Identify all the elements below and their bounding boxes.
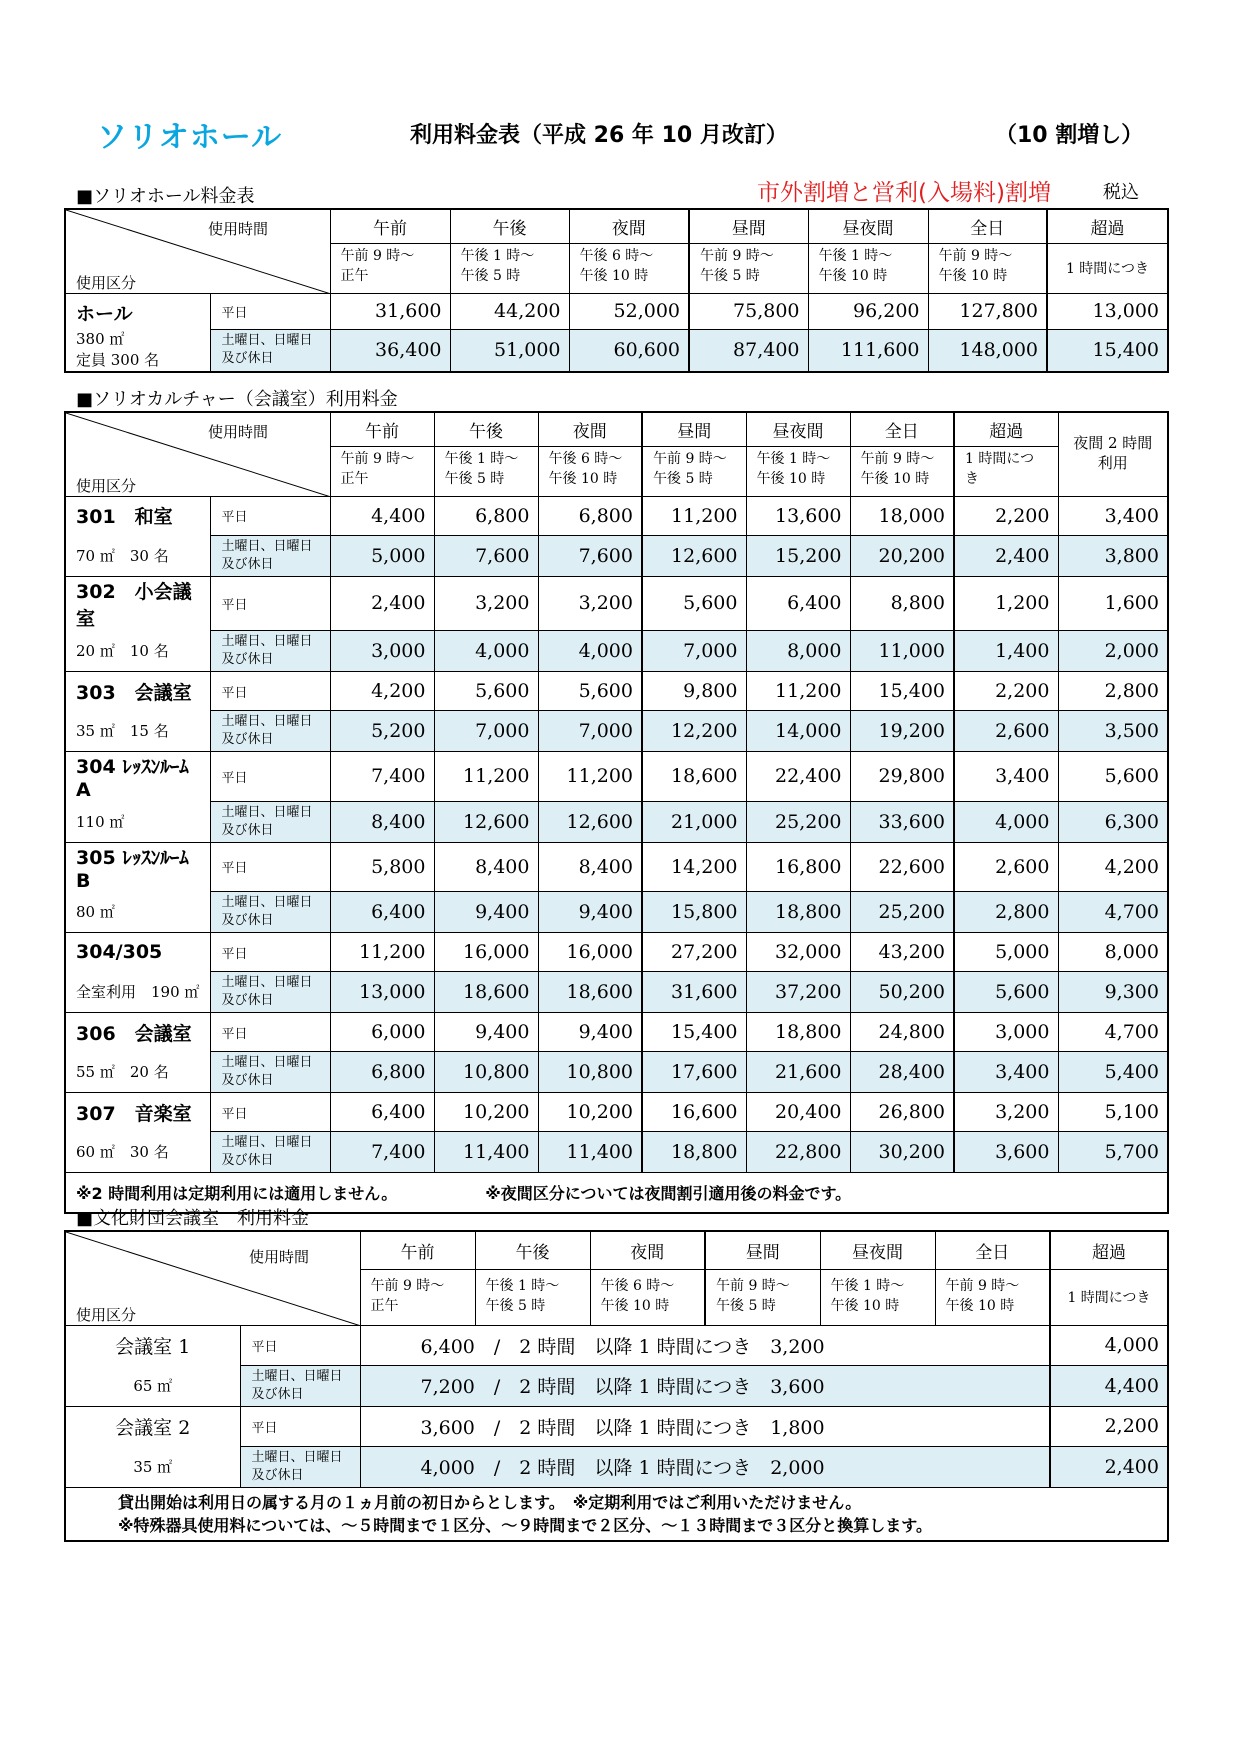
table-row bbox=[65, 1325, 1168, 1365]
table-row bbox=[65, 1132, 1168, 1173]
price-cell: 2,400 bbox=[954, 535, 1058, 576]
col-header: 全日 bbox=[928, 209, 1047, 243]
table-row bbox=[65, 892, 1168, 933]
col-header: 夜間 bbox=[538, 412, 642, 446]
price-cell: 11,200 bbox=[434, 752, 538, 802]
price-cell: 6,800 bbox=[538, 496, 642, 535]
price-cell: 5,400 bbox=[1058, 1052, 1168, 1093]
price-cell: 12,600 bbox=[538, 801, 642, 842]
price-cell: 3,200 bbox=[538, 576, 642, 631]
col-subheader: 午後 1 時～ 午後 5 時 bbox=[434, 446, 538, 496]
col-header: 全日 bbox=[935, 1231, 1050, 1269]
room-name: 会議室 2 bbox=[65, 1406, 240, 1446]
price-cell: 4,000 / 2 時間 以降 1 時間につき 2,000 bbox=[360, 1446, 1050, 1487]
price-cell: 3,600 bbox=[954, 1132, 1058, 1173]
table-row bbox=[65, 711, 1168, 752]
price-cell: 5,000 bbox=[330, 535, 434, 576]
price-cell: 2,400 bbox=[1050, 1446, 1168, 1487]
price-cell: 17,600 bbox=[642, 1052, 746, 1093]
day-type: 平日 bbox=[210, 1013, 330, 1052]
day-type: 土曜日、日曜日 及び休日 bbox=[210, 1132, 330, 1173]
table-row bbox=[65, 329, 1168, 372]
corner-time-label: 使用時間 bbox=[249, 1248, 310, 1266]
price-cell: 14,200 bbox=[642, 842, 746, 892]
price-cell: 4,200 bbox=[330, 672, 434, 711]
price-cell: 5,700 bbox=[1058, 1132, 1168, 1173]
culture-table bbox=[64, 411, 1169, 1214]
col-header: 昼夜間 bbox=[808, 209, 928, 243]
corner-cell bbox=[65, 412, 330, 496]
price-cell: 14,000 bbox=[746, 711, 850, 752]
price-cell: 15,400 bbox=[642, 1013, 746, 1052]
price-cell: 50,200 bbox=[850, 972, 954, 1013]
price-cell: 18,800 bbox=[746, 892, 850, 933]
col-header: 超過 bbox=[954, 412, 1058, 446]
price-cell: 22,400 bbox=[746, 752, 850, 802]
table-row bbox=[65, 752, 1168, 802]
price-cell: 15,400 bbox=[850, 672, 954, 711]
bunka-note-line-1: 貸出開始は利用日の属する月の１ヵ月前の初日からとします。 ※定期利用ではご利用いただけません。 bbox=[118, 1492, 862, 1512]
price-cell: 96,200 bbox=[808, 293, 928, 329]
price-cell: 3,600 / 2 時間 以降 1 時間につき 1,800 bbox=[360, 1406, 1050, 1446]
price-cell: 11,400 bbox=[434, 1132, 538, 1173]
col-header: 午後 bbox=[434, 412, 538, 446]
price-cell: 44,200 bbox=[450, 293, 569, 329]
day-type: 平日 bbox=[210, 1093, 330, 1132]
price-cell: 9,300 bbox=[1058, 972, 1168, 1013]
day-type: 平日 bbox=[240, 1325, 360, 1365]
price-cell: 4,700 bbox=[1058, 892, 1168, 933]
col-header: 午前 bbox=[330, 412, 434, 446]
price-cell: 5,100 bbox=[1058, 1093, 1168, 1132]
price-cell: 33,600 bbox=[850, 801, 954, 842]
room-name: 304/305 bbox=[65, 933, 210, 972]
col-subheader: 1 時間につき bbox=[1050, 1269, 1168, 1325]
col-subheader: 午前 9 時～ 午後 10 時 bbox=[935, 1269, 1050, 1325]
price-cell: 15,200 bbox=[746, 535, 850, 576]
price-cell: 6,400 bbox=[330, 892, 434, 933]
day-type: 平日 bbox=[210, 293, 330, 329]
col-subheader: 午前 9 時～ 午後 10 時 bbox=[928, 243, 1047, 293]
room-capacity: 20 ㎡ 10 名 bbox=[65, 631, 210, 672]
price-cell: 5,600 bbox=[434, 672, 538, 711]
price-cell: 5,000 bbox=[954, 933, 1058, 972]
price-cell: 5,600 bbox=[954, 972, 1058, 1013]
price-cell: 20,400 bbox=[746, 1093, 850, 1132]
price-cell: 31,600 bbox=[330, 293, 450, 329]
corner-time-label: 使用時間 bbox=[208, 423, 269, 441]
day-type: 平日 bbox=[210, 672, 330, 711]
price-cell: 36,400 bbox=[330, 329, 450, 372]
corner-cell bbox=[65, 1231, 360, 1325]
col-subheader: 午前 9 時～ 正午 bbox=[330, 243, 450, 293]
room-capacity: 35 ㎡ bbox=[65, 1446, 240, 1487]
table-row bbox=[65, 1365, 1168, 1406]
table-row bbox=[65, 672, 1168, 711]
table-row bbox=[65, 293, 1168, 329]
price-cell: 9,800 bbox=[642, 672, 746, 711]
col-header: 全日 bbox=[850, 412, 954, 446]
price-cell: 2,400 bbox=[330, 576, 434, 631]
price-cell: 11,200 bbox=[330, 933, 434, 972]
price-cell: 22,800 bbox=[746, 1132, 850, 1173]
price-cell: 5,600 bbox=[538, 672, 642, 711]
price-cell: 87,400 bbox=[689, 329, 808, 372]
section-title-bunka: ■文化財団会議室 利用料金 bbox=[76, 1208, 310, 1229]
price-cell: 11,400 bbox=[538, 1132, 642, 1173]
price-cell: 12,600 bbox=[642, 535, 746, 576]
room-name: 303 会議室 bbox=[65, 672, 210, 711]
col-subheader: 午後 6 時～ 午後 10 時 bbox=[590, 1269, 705, 1325]
room-capacity: 65 ㎡ bbox=[65, 1365, 240, 1406]
price-cell: 127,800 bbox=[928, 293, 1047, 329]
price-cell: 4,000 bbox=[434, 631, 538, 672]
col-header: 昼夜間 bbox=[820, 1231, 935, 1269]
col-subheader: 午前 9 時～ 午後 5 時 bbox=[705, 1269, 820, 1325]
room-name: 会議室 1 bbox=[65, 1325, 240, 1365]
col-subheader: 午後 1 時～ 午後 10 時 bbox=[820, 1269, 935, 1325]
price-cell: 12,200 bbox=[642, 711, 746, 752]
price-cell: 1,600 bbox=[1058, 576, 1168, 631]
table-row bbox=[65, 1052, 1168, 1093]
price-cell: 18,000 bbox=[850, 496, 954, 535]
price-cell: 7,600 bbox=[434, 535, 538, 576]
price-cell: 2,200 bbox=[954, 672, 1058, 711]
price-cell: 2,200 bbox=[1050, 1406, 1168, 1446]
price-cell: 51,000 bbox=[450, 329, 569, 372]
col-subheader: 午前 9 時～ 午後 5 時 bbox=[689, 243, 808, 293]
price-cell: 4,200 bbox=[1058, 842, 1168, 892]
col-header: 夜間 bbox=[569, 209, 689, 243]
room-capacity: 35 ㎡ 15 名 bbox=[65, 711, 210, 752]
price-cell: 8,400 bbox=[538, 842, 642, 892]
price-cell: 15,800 bbox=[642, 892, 746, 933]
price-cell: 11,200 bbox=[746, 672, 850, 711]
price-cell: 9,400 bbox=[434, 1013, 538, 1052]
price-cell: 18,600 bbox=[538, 972, 642, 1013]
room-name: 305 ﾚｯｽﾝﾙｰﾑ B bbox=[65, 842, 210, 892]
room-name: 304 ﾚｯｽﾝﾙｰﾑ A bbox=[65, 752, 210, 802]
price-cell: 8,800 bbox=[850, 576, 954, 631]
price-cell: 22,600 bbox=[850, 842, 954, 892]
price-cell: 6,800 bbox=[330, 1052, 434, 1093]
col-subheader: 午後 1 時～ 午後 5 時 bbox=[450, 243, 569, 293]
price-cell: 2,800 bbox=[1058, 672, 1168, 711]
price-cell: 28,400 bbox=[850, 1052, 954, 1093]
col-subheader: 午前 9 時～ 午後 10 時 bbox=[850, 446, 954, 496]
bunka-table bbox=[64, 1230, 1169, 1542]
price-cell: 11,000 bbox=[850, 631, 954, 672]
col-header: 超過 bbox=[1047, 209, 1168, 243]
price-cell: 3,200 bbox=[954, 1093, 1058, 1132]
room-capacity: 全室利用 190 ㎡ bbox=[65, 972, 210, 1013]
price-cell: 24,800 bbox=[850, 1013, 954, 1052]
day-type: 平日 bbox=[240, 1406, 360, 1446]
price-cell: 10,800 bbox=[434, 1052, 538, 1093]
col-header: 午前 bbox=[330, 209, 450, 243]
col-subheader: 午後 1 時～ 午後 10 時 bbox=[746, 446, 850, 496]
price-cell: 4,000 bbox=[538, 631, 642, 672]
room-capacity: 55 ㎡ 20 名 bbox=[65, 1052, 210, 1093]
day-type: 土曜日、日曜日 及び休日 bbox=[210, 892, 330, 933]
col-subheader: 1 時間につき bbox=[1047, 243, 1168, 293]
price-cell: 3,200 bbox=[434, 576, 538, 631]
corner-category-label: 使用区分 bbox=[76, 477, 137, 495]
day-type: 土曜日、日曜日 及び休日 bbox=[210, 1052, 330, 1093]
day-type: 平日 bbox=[210, 933, 330, 972]
price-cell: 16,000 bbox=[538, 933, 642, 972]
price-cell: 6,000 bbox=[330, 1013, 434, 1052]
price-cell: 3,000 bbox=[330, 631, 434, 672]
price-cell: 2,000 bbox=[1058, 631, 1168, 672]
col-subheader: 午前 9 時～ 正午 bbox=[330, 446, 434, 496]
price-cell: 12,600 bbox=[434, 801, 538, 842]
price-cell: 25,200 bbox=[850, 892, 954, 933]
table-row bbox=[65, 535, 1168, 576]
price-cell: 26,800 bbox=[850, 1093, 954, 1132]
price-cell: 30,200 bbox=[850, 1132, 954, 1173]
day-type: 平日 bbox=[210, 752, 330, 802]
price-cell: 6,800 bbox=[434, 496, 538, 535]
price-cell: 2,600 bbox=[954, 842, 1058, 892]
price-cell: 5,600 bbox=[642, 576, 746, 631]
price-cell: 111,600 bbox=[808, 329, 928, 372]
section-title-culture: ■ソリオカルチャー（会議室）利用料金 bbox=[76, 389, 398, 410]
room-name: ホール bbox=[65, 293, 210, 329]
room-capacity: 380 ㎡ 定員 300 名 bbox=[65, 329, 210, 372]
price-cell: 19,200 bbox=[850, 711, 954, 752]
room-name: 307 音楽室 bbox=[65, 1093, 210, 1132]
price-cell: 7,400 bbox=[330, 752, 434, 802]
price-cell: 4,000 bbox=[954, 801, 1058, 842]
price-cell: 6,400 bbox=[746, 576, 850, 631]
price-cell: 10,800 bbox=[538, 1052, 642, 1093]
table-row bbox=[65, 972, 1168, 1013]
price-cell: 4,400 bbox=[1050, 1365, 1168, 1406]
table-row bbox=[65, 631, 1168, 672]
table-row bbox=[65, 801, 1168, 842]
price-cell: 13,600 bbox=[746, 496, 850, 535]
price-cell: 16,000 bbox=[434, 933, 538, 972]
price-cell: 9,400 bbox=[538, 892, 642, 933]
col-header: 昼間 bbox=[689, 209, 808, 243]
price-cell: 148,000 bbox=[928, 329, 1047, 372]
price-cell: 10,200 bbox=[434, 1093, 538, 1132]
surcharge-note: 市外割増と営利(入場料)割増 bbox=[757, 180, 1051, 206]
price-cell: 21,000 bbox=[642, 801, 746, 842]
bunka-note-line-2: ※特殊器具使用料については、～５時間まで１区分、～９時間まで２区分、～１３時間まで３区分と換算します。 bbox=[118, 1515, 932, 1535]
price-cell: 16,800 bbox=[746, 842, 850, 892]
price-cell: 2,600 bbox=[954, 711, 1058, 752]
surcharge-label: （10 割増し） bbox=[995, 123, 1144, 148]
price-cell: 7,000 bbox=[434, 711, 538, 752]
day-type: 土曜日、日曜日 及び休日 bbox=[210, 631, 330, 672]
price-cell: 8,000 bbox=[1058, 933, 1168, 972]
room-capacity: 80 ㎡ bbox=[65, 892, 210, 933]
price-cell: 3,400 bbox=[1058, 496, 1168, 535]
price-cell: 7,200 / 2 時間 以降 1 時間につき 3,600 bbox=[360, 1365, 1050, 1406]
price-cell: 75,800 bbox=[689, 293, 808, 329]
price-cell: 8,400 bbox=[330, 801, 434, 842]
room-name: 306 会議室 bbox=[65, 1013, 210, 1052]
price-cell: 18,600 bbox=[642, 752, 746, 802]
day-type: 平日 bbox=[210, 496, 330, 535]
day-type: 土曜日、日曜日 及び休日 bbox=[210, 972, 330, 1013]
price-cell: 5,800 bbox=[330, 842, 434, 892]
col-header: 昼夜間 bbox=[746, 412, 850, 446]
hall-table bbox=[64, 208, 1169, 373]
price-cell: 13,000 bbox=[330, 972, 434, 1013]
col-header-two-hour: 夜間 2 時間 利用 bbox=[1058, 412, 1168, 496]
price-cell: 29,800 bbox=[850, 752, 954, 802]
col-header: 午後 bbox=[475, 1231, 590, 1269]
col-subheader: 午後 6 時～ 午後 10 時 bbox=[569, 243, 689, 293]
col-header: 午前 bbox=[360, 1231, 475, 1269]
price-cell: 4,400 bbox=[330, 496, 434, 535]
price-cell: 6,400 bbox=[330, 1093, 434, 1132]
bunka-note bbox=[65, 1487, 1168, 1541]
day-type: 土曜日、日曜日 及び休日 bbox=[210, 329, 330, 372]
col-header: 昼間 bbox=[705, 1231, 820, 1269]
price-cell: 37,200 bbox=[746, 972, 850, 1013]
table-row bbox=[65, 1406, 1168, 1446]
price-cell: 2,800 bbox=[954, 892, 1058, 933]
price-cell: 25,200 bbox=[746, 801, 850, 842]
price-cell: 8,400 bbox=[434, 842, 538, 892]
corner-cell bbox=[65, 209, 330, 293]
day-type: 土曜日、日曜日 及び休日 bbox=[240, 1446, 360, 1487]
table-row bbox=[65, 933, 1168, 972]
col-subheader: 午後 6 時～ 午後 10 時 bbox=[538, 446, 642, 496]
col-subheader: 午前 9 時～ 正午 bbox=[360, 1269, 475, 1325]
price-cell: 3,800 bbox=[1058, 535, 1168, 576]
corner-category-label: 使用区分 bbox=[76, 274, 137, 292]
price-cell: 7,000 bbox=[642, 631, 746, 672]
price-cell: 3,400 bbox=[954, 1052, 1058, 1093]
price-cell: 21,600 bbox=[746, 1052, 850, 1093]
col-subheader: 午後 1 時～ 午後 10 時 bbox=[808, 243, 928, 293]
price-cell: 27,200 bbox=[642, 933, 746, 972]
day-type: 土曜日、日曜日 及び休日 bbox=[210, 535, 330, 576]
price-cell: 6,400 / 2 時間 以降 1 時間につき 3,200 bbox=[360, 1325, 1050, 1365]
price-cell: 18,800 bbox=[642, 1132, 746, 1173]
price-cell: 9,400 bbox=[538, 1013, 642, 1052]
price-cell: 11,200 bbox=[538, 752, 642, 802]
col-subheader: 午前 9 時～ 午後 5 時 bbox=[642, 446, 746, 496]
price-cell: 3,400 bbox=[954, 752, 1058, 802]
price-cell: 13,000 bbox=[1047, 293, 1168, 329]
price-cell: 4,000 bbox=[1050, 1325, 1168, 1365]
price-cell: 8,000 bbox=[746, 631, 850, 672]
price-cell: 52,000 bbox=[569, 293, 689, 329]
price-cell: 9,400 bbox=[434, 892, 538, 933]
price-cell: 18,600 bbox=[434, 972, 538, 1013]
price-cell: 16,600 bbox=[642, 1093, 746, 1132]
table-row bbox=[65, 1446, 1168, 1487]
price-cell: 7,600 bbox=[538, 535, 642, 576]
price-cell: 4,700 bbox=[1058, 1013, 1168, 1052]
price-cell: 3,000 bbox=[954, 1013, 1058, 1052]
price-cell: 43,200 bbox=[850, 933, 954, 972]
table-row bbox=[65, 1013, 1168, 1052]
room-capacity: 110 ㎡ bbox=[65, 801, 210, 842]
price-cell: 3,500 bbox=[1058, 711, 1168, 752]
room-name: 301 和室 bbox=[65, 496, 210, 535]
room-capacity: 70 ㎡ 30 名 bbox=[65, 535, 210, 576]
col-subheader: 1 時間につ き bbox=[954, 446, 1058, 496]
day-type: 平日 bbox=[210, 576, 330, 631]
table-row bbox=[65, 496, 1168, 535]
price-cell: 5,200 bbox=[330, 711, 434, 752]
price-cell: 5,600 bbox=[1058, 752, 1168, 802]
price-cell: 11,200 bbox=[642, 496, 746, 535]
table-row bbox=[65, 576, 1168, 631]
day-type: 土曜日、日曜日 及び休日 bbox=[210, 801, 330, 842]
price-cell: 18,800 bbox=[746, 1013, 850, 1052]
page-title: 利用料金表（平成 26 年 10 月改訂） bbox=[410, 123, 788, 148]
col-header: 超過 bbox=[1050, 1231, 1168, 1269]
culture-note: ※2 時間利用は定期利用には適用しません。 ※夜間区分については夜間割引適用後の料金です。 bbox=[65, 1173, 1168, 1213]
room-capacity: 60 ㎡ 30 名 bbox=[65, 1132, 210, 1173]
col-header: 昼間 bbox=[642, 412, 746, 446]
col-header: 夜間 bbox=[590, 1231, 705, 1269]
price-cell: 1,400 bbox=[954, 631, 1058, 672]
day-type: 土曜日、日曜日 及び休日 bbox=[210, 711, 330, 752]
col-subheader: 午後 1 時～ 午後 5 時 bbox=[475, 1269, 590, 1325]
price-cell: 6,300 bbox=[1058, 801, 1168, 842]
corner-category-label: 使用区分 bbox=[76, 1306, 137, 1324]
price-cell: 20,200 bbox=[850, 535, 954, 576]
day-type: 平日 bbox=[210, 842, 330, 892]
tax-label: 税込 bbox=[1103, 182, 1139, 203]
price-cell: 2,200 bbox=[954, 496, 1058, 535]
section-title-hall: ■ソリオホール料金表 bbox=[76, 186, 255, 207]
logo: ソリオホール bbox=[97, 120, 283, 155]
price-cell: 60,600 bbox=[569, 329, 689, 372]
day-type: 土曜日、日曜日 及び休日 bbox=[240, 1365, 360, 1406]
price-cell: 7,000 bbox=[538, 711, 642, 752]
price-cell: 10,200 bbox=[538, 1093, 642, 1132]
corner-time-label: 使用時間 bbox=[208, 220, 269, 238]
table-row bbox=[65, 1093, 1168, 1132]
col-header: 午後 bbox=[450, 209, 569, 243]
price-cell: 15,400 bbox=[1047, 329, 1168, 372]
price-cell: 31,600 bbox=[642, 972, 746, 1013]
price-cell: 7,400 bbox=[330, 1132, 434, 1173]
price-cell: 32,000 bbox=[746, 933, 850, 972]
room-name: 302 小会議室 bbox=[65, 576, 210, 631]
table-row bbox=[65, 842, 1168, 892]
price-cell: 1,200 bbox=[954, 576, 1058, 631]
